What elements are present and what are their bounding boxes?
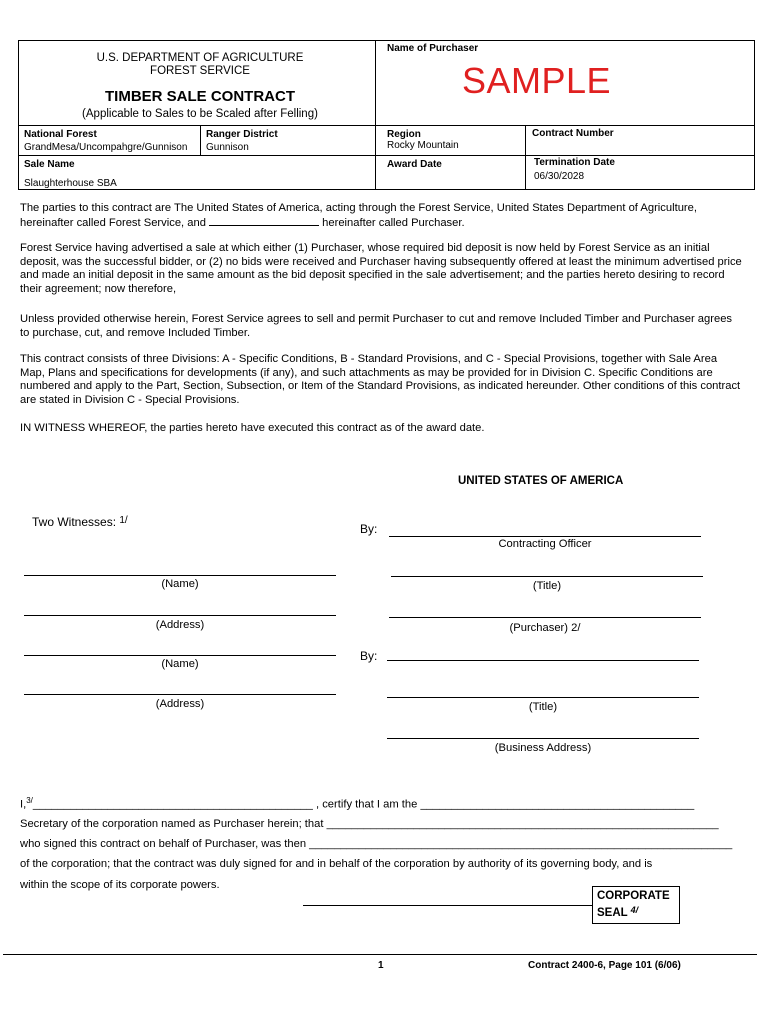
paragraph-parties-line1: The parties to this contract are The United States of America, acting through the Forest Service, United States Department of Agriculture,	[20, 202, 697, 214]
page-number: 1	[378, 960, 384, 971]
certificate-line-1	[20, 796, 694, 811]
certificate-line-4: of the corporation; that the contract was duly signed for and in behalf of the corporation by authority of its governing body, and is	[20, 858, 653, 870]
sample-watermark: SAMPLE	[462, 60, 612, 101]
corporate-seal-line-1: CORPORATE	[597, 890, 670, 902]
header-divider-vertical	[375, 40, 376, 190]
by-label-purchaser: By:	[360, 649, 378, 663]
agency-line-1: U.S. DEPARTMENT OF AGRICULTURE	[96, 52, 304, 64]
contracting-officer-signature-line[interactable]	[389, 536, 701, 537]
purchaser-line[interactable]	[389, 617, 701, 618]
national-forest-value: GrandMesa/Uncompahgre/Gunnison	[24, 142, 188, 153]
witness-2-name-caption: (Name)	[161, 658, 199, 670]
award-date-label: Award Date	[387, 159, 442, 170]
paragraph-agreement: Unless provided otherwise herein, Forest Service agrees to sell and permit Purchaser to cut and remove Included Timber and Purchaser agrees to purchase, cut, and remove Included Timber.	[20, 313, 733, 339]
witness-1-name-line[interactable]	[24, 575, 336, 576]
business-address-caption: (Business Address)	[494, 742, 592, 754]
paragraph-parties	[20, 202, 744, 230]
document-title: TIMBER SALE CONTRACT	[105, 88, 295, 105]
header-divider-contract	[525, 125, 526, 190]
witness-2-address-caption: (Address)	[155, 698, 205, 710]
purchaser-footnote: 2/	[571, 622, 581, 634]
witness-2-address-line[interactable]	[24, 694, 336, 695]
purchaser-name-blank[interactable]	[209, 216, 319, 226]
header-divider-left	[18, 125, 375, 126]
purchaser-signature-line[interactable]	[387, 660, 699, 661]
corporate-seal-box	[592, 886, 680, 924]
two-witnesses-label	[32, 515, 128, 529]
two-witnesses-text: Two Witnesses:	[32, 515, 117, 529]
footer-rule	[3, 954, 757, 955]
termination-date-value: 06/30/2028	[534, 171, 585, 182]
witness-1-address-caption: (Address)	[155, 619, 205, 631]
officer-title-line[interactable]	[391, 576, 703, 577]
name-of-purchaser-label: Name of Purchaser	[387, 43, 479, 54]
region-value: Rocky Mountain	[387, 140, 459, 151]
contract-number-label: Contract Number	[532, 128, 614, 139]
purchaser-caption-text: (Purchaser)	[509, 622, 568, 634]
corporate-seal-footnote: 4/	[630, 905, 639, 915]
corporate-seal-text: SEAL	[597, 907, 628, 919]
region-label: Region	[387, 129, 421, 140]
paragraph-divisions: This contract consists of three Divisions: A - Specific Conditions, B - Standard Provisions, and C - Special Provisions, together with Sale Area Map, Plans and specifications for developments (if any), and such attachments as may be provided for in Division C. Specific Conditions are numbered and apply to the Part, Section, Subsection, or Item of the Standard Provisions, as indicated hereunder. Other conditions of this contract are stated in Division C - Special Provisions.	[20, 353, 741, 406]
sale-name-value: Slaughterhouse SBA	[24, 178, 117, 189]
paragraph-parties-line2-pre: hereinafter called Forest Service, and	[20, 216, 206, 229]
corporate-secretary-signature-line[interactable]	[303, 905, 592, 906]
header-divider-right	[375, 125, 755, 126]
certificate-line-2: Secretary of the corporation named as Purchaser herein; that _______________________________________________________________	[20, 818, 719, 830]
certificate-footnote: 3/	[26, 796, 33, 805]
header-divider-row2	[18, 155, 755, 156]
business-address-line[interactable]	[387, 738, 699, 739]
witness-2-name-line[interactable]	[24, 655, 336, 656]
certificate-line-1-prefix: I,	[20, 798, 27, 811]
certificate-line-5: within the scope of its corporate powers.	[20, 879, 220, 891]
ranger-district-value: Gunnison	[206, 142, 249, 153]
usa-heading: UNITED STATES OF AMERICA	[458, 475, 624, 487]
witness-1-address-line[interactable]	[24, 615, 336, 616]
header-divider-ranger	[200, 125, 201, 155]
form-identifier: Contract 2400-6, Page 101 (6/06)	[528, 960, 681, 971]
agency-line-2: FOREST SERVICE	[150, 65, 250, 77]
document-subtitle: (Applicable to Sales to be Scaled after Felling)	[82, 108, 318, 120]
ranger-district-label: Ranger District	[206, 129, 278, 140]
purchaser-caption	[389, 622, 701, 634]
sale-name-label: Sale Name	[24, 159, 75, 170]
paragraph-advertised: Forest Service having advertised a sale at which either (1) Purchaser, whose required bid deposit is now held by Forest Service as an initial deposit, was the successful bidder, or (2) no bids were received and Purchaser having subsequently offered at least the minimum advertised price and made an initial deposit in the same amount as the bid deposit specified in the sale advertisement; and the parties hereto desiring to record their agreement; now therefore,	[20, 242, 742, 295]
two-witnesses-footnote: 1/	[119, 515, 128, 526]
officer-title-caption: (Title)	[532, 580, 562, 592]
purchaser-title-line[interactable]	[387, 697, 699, 698]
purchaser-title-caption: (Title)	[528, 701, 558, 713]
termination-date-label: Termination Date	[534, 157, 615, 168]
witness-1-name-caption: (Name)	[161, 578, 199, 590]
certificate-line-1-text: _____________________________________________ , certify that I am the ____________________________________________	[32, 798, 695, 811]
contracting-officer-caption: Contracting Officer	[498, 538, 592, 550]
by-label-contracting: By:	[360, 522, 378, 536]
corporate-seal-line-2	[597, 903, 675, 920]
paragraph-witness: IN WITNESS WHEREOF, the parties hereto have executed this contract as of the award date.	[20, 422, 485, 434]
paragraph-parties-line2-post: hereinafter called Purchaser.	[322, 216, 465, 229]
national-forest-label: National Forest	[24, 129, 97, 140]
certificate-line-3: who signed this contract on behalf of Purchaser, was then ____________________________________________________________________	[20, 838, 733, 850]
